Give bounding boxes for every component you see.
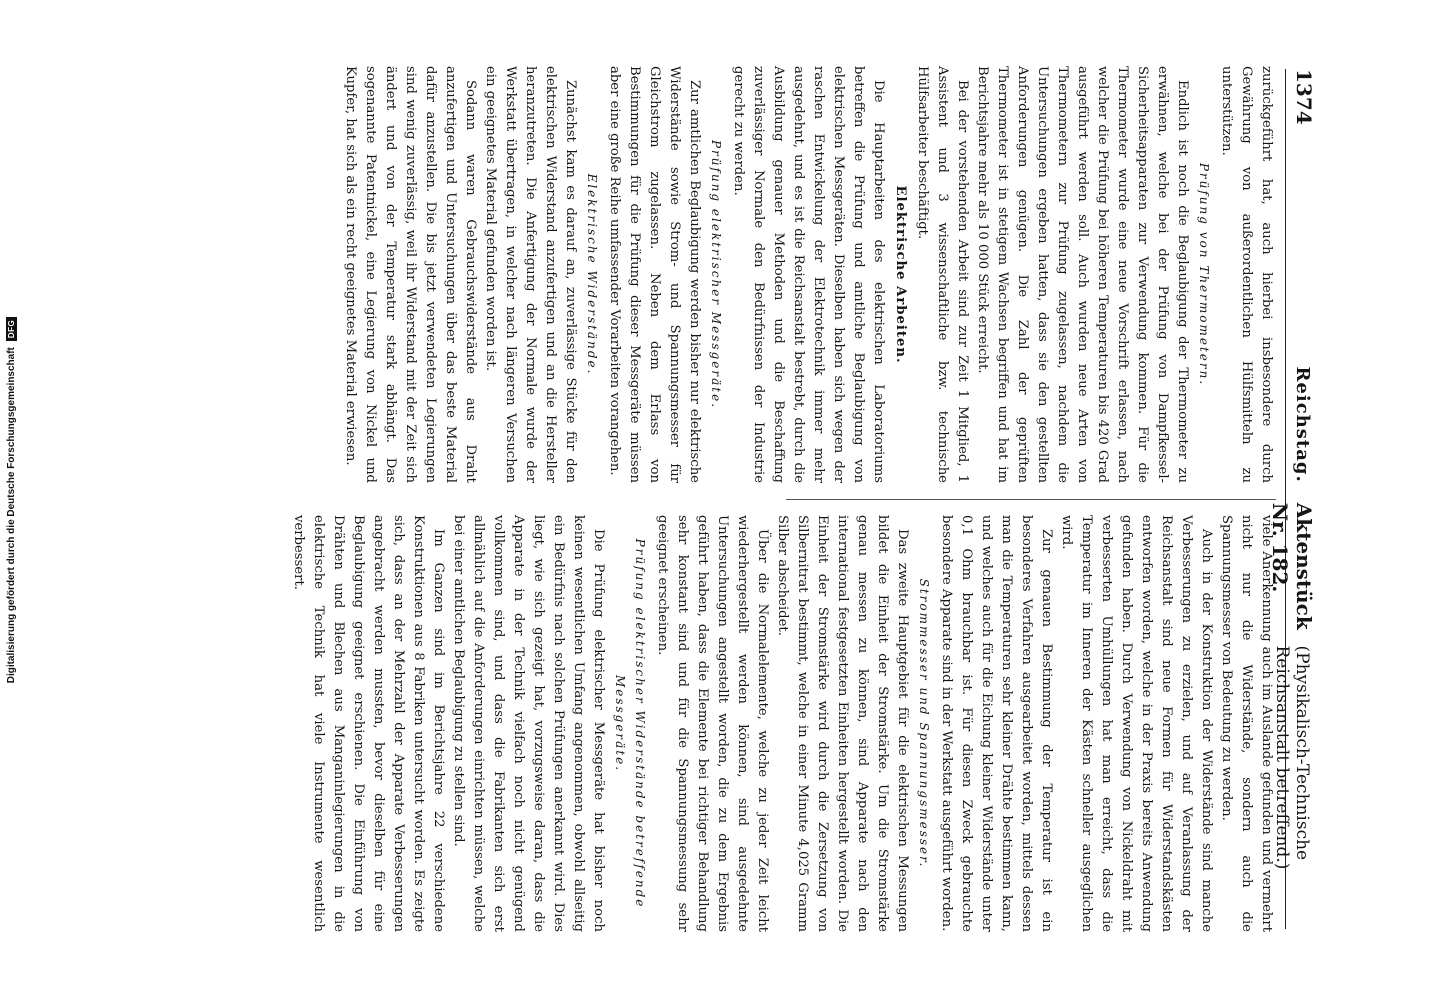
paragraph: Die Hauptarbeiten des elektrischen Laboratoriums betreffen die Prüfung und amtliche Beglaubigung von elektrischen Messgeräten. Dieselben haben sich wegen der raschen Entwickelung der Elektrotechnik immer mehr ausgedehnt, und es ist die Reichsanstalt bestrebt, durch die Ausbildung genauer Methoden und die Beschaffung zuverlässiger Normale den Bedürfnissen der Industrie gerecht zu werden. (731, 66, 886, 483)
printed-page (116, 41, 1316, 957)
section-heading: Prüfung von Thermometern. (1197, 162, 1211, 387)
paragraph: Sodann waren Gebrauchswiderstände aus Draht anzufertigen und Untersuchungen über das beste Material dafür anzustellen. Die bis jetzt verwendeten Legierungen sind wenig zuverlässig, weil ihr Widerstand mit der Zeit sich ändert und von der Temperatur stark abhängt. Das sogenannte Patentnickel, eine Legierung von Nickel und Kupfer, hat sich als ein recht geeignetes Material erwiesen. (343, 66, 478, 483)
paragraph: Das zweite Hauptgebiet für die elektrischen Messungen bildet die Einheit der Stromstärke. Um die Stromstärke genau messen zu können, sind Apparate nach den international festgesetzten Einheiten hergestellt worden. Die Einheit der Stromstärke wird durch die Zersetzung von Silbernitrat bestimmt, welche in einer Minute 4,025 Gramm Silber abscheidet. (775, 515, 910, 932)
paragraph: Im Ganzen sind im Berichtsjahre 22 verschiedene Konstruktionen aus 8 Fabriken untersucht worden. Es zeigte sich, dass an der Mehrzahl der Apparate Verbesserungen angebracht werden mussten, bevor dieselben für eine Beglaubigung geeignet erschienen. Die Einführung von Drähten und Blechen aus Manganinlegierungen in die elektrische Technik hat viele Instrumente wesentlich verbessert. (291, 515, 446, 932)
paragraph: Auch in der Konstruktion der Widerstände sind manche Verbesserungen zu erzielen, und auf Veranlassung der Reichsanstalt sind neue Formen für Widerstandskästen entworfen worden, welche in der Praxis bereits Anwendung gefunden haben. Durch Verwendung von Nickeldraht mit verbesserten Umhüllungen hat man erreicht, dass die Temperatur im Inneren der Kästen schneller ausgeglichen wird. (1059, 515, 1214, 932)
document-label: Aktenstück Nr. 182. (1268, 502, 1316, 630)
section-heading: Strommesser und Spannungsmesser. (917, 578, 931, 869)
paragraph: Zunächst kam es darauf an, zuverlässige Stücke für den elektrischen Widerstand anzufertigen und an die Hersteller heranzutreten. Die Anfertigung der Normale wurde der Werkstatt übertragen, in welcher nach längeren Versuchen ein geeignetes Material gefunden worden ist. (483, 66, 578, 483)
paragraph: viele Anerkennung auch im Auslande gefunden und vermehrt nicht nur die Widerstände, sondern auch die Spannungsmesser von Bedeutung zu werden. (1219, 515, 1274, 932)
credit-text: Digitalisierung gefördert durch die Deutsche Forschungsgemeinschaft (5, 347, 17, 684)
publication-name: Reichstag. (1292, 366, 1313, 483)
paragraph: Zur genauen Bestimmung der Temperatur ist ein besonderes Verfahren ausgearbeitet worden, mittels dessen man die Temperaturen sehr kleiner Drähte bestimmen kann, und welches auch für die Eichung kleiner Widerstände unter 0,1 Ohm brauchbar ist. Für diesen Zweck gebrauchte besondere Apparate sind in der Werkstatt ausgeführt worden. (939, 515, 1054, 932)
column-divider (786, 499, 1276, 500)
page-number: 1374 (1292, 69, 1316, 125)
page-header (1268, 69, 1316, 929)
section-heading: Prüfung elektrischer Messgeräte. (709, 139, 723, 410)
section-heading: Elektrische Widerstände. (585, 173, 599, 376)
digitization-credit (0, 0, 22, 1000)
paragraph: Zur amtlichen Beglaubigung werden bisher nur elektrische Widerstände sowie Strom- und Spannungsmesser für Gleichstrom zugelassen. Neben dem Erlass von Bestimmungen für die Prüfung dieser Messgeräte müssen aber eine große Reihe umfassender Vorarbeiten vorangehen. (607, 66, 702, 483)
paragraph: zurückgeführt hat, auch hierbei insbesondere durch Gewährung von außerordentlichen Hülfsmitteln zu unterstützen. (1219, 66, 1274, 483)
paragraph: Die Prüfung elektrischer Messgeräte hat bisher noch keinen wesentlichen Umfang angenommen, obwohl allseitig ein Bedürfnis nach solchen Prüfungen anerkannt wird. Dies liegt, wie sich gezeigt hat, vorzugsweise daran, dass die Apparate in der Technik vielfach noch nicht genügend vollkommen sind, und dass die Fabrikanten sich erst allmählich auf die Anforderungen einrichten müssen, welche bei einer amtlichen Beglaubigung zu stellen sind. (451, 515, 606, 932)
left-column (343, 66, 1276, 483)
paragraph: Über die Normalelemente, welche zu jeder Zeit leicht wiederhergestellt werden können, sind ausgedehnte Untersuchungen angestellt worden, die zu dem Ergebnis geführt haben, dass die Elemente bei richtiger Behandlung sehr konstant sind und für die Spannungsmessung sehr geeignet erscheinen. (655, 515, 770, 932)
right-column (291, 515, 1276, 932)
section-heading: Prüfung elektrischer Widerstände betreffende Messgeräte. (613, 538, 647, 909)
section-heading: Elektrische Arbeiten. (893, 185, 908, 364)
dfg-logo: DFG (6, 317, 17, 341)
page-subtitle: (Physikalisch-Technische Reichsanstalt betreffend.) (1272, 645, 1312, 870)
paragraph: Bei der vorstehenden Arbeit sind zur Zeit 1 Mitglied, 1 Assistent und 3 wissenschaftliche bzw. technische Hülfsarbeiter beschäftigt. (915, 66, 970, 483)
paragraph: Endlich ist noch die Beglaubigung der Thermometer zu erwähnen, welche bei der Prüfung von Dampfkessel-Sicherheitsapparaten zur Verwendung kommen. Für die Thermometer wurde eine neue Vorschrift erlassen, nach welcher die Prüfung bei höheren Temperaturen bis 420 Grad ausgeführt werden soll. Auch wurden neue Arten von Thermometern zur Prüfung zugelassen, nachdem die Untersuchungen ergeben hatten, dass sie den gestellten Anforderungen genügen. Die Zahl der geprüften Thermometer ist in stetigem Wachsen begriffen und hat im Berichtsjahre mehr als 10 000 Stück erreicht. (975, 66, 1190, 483)
